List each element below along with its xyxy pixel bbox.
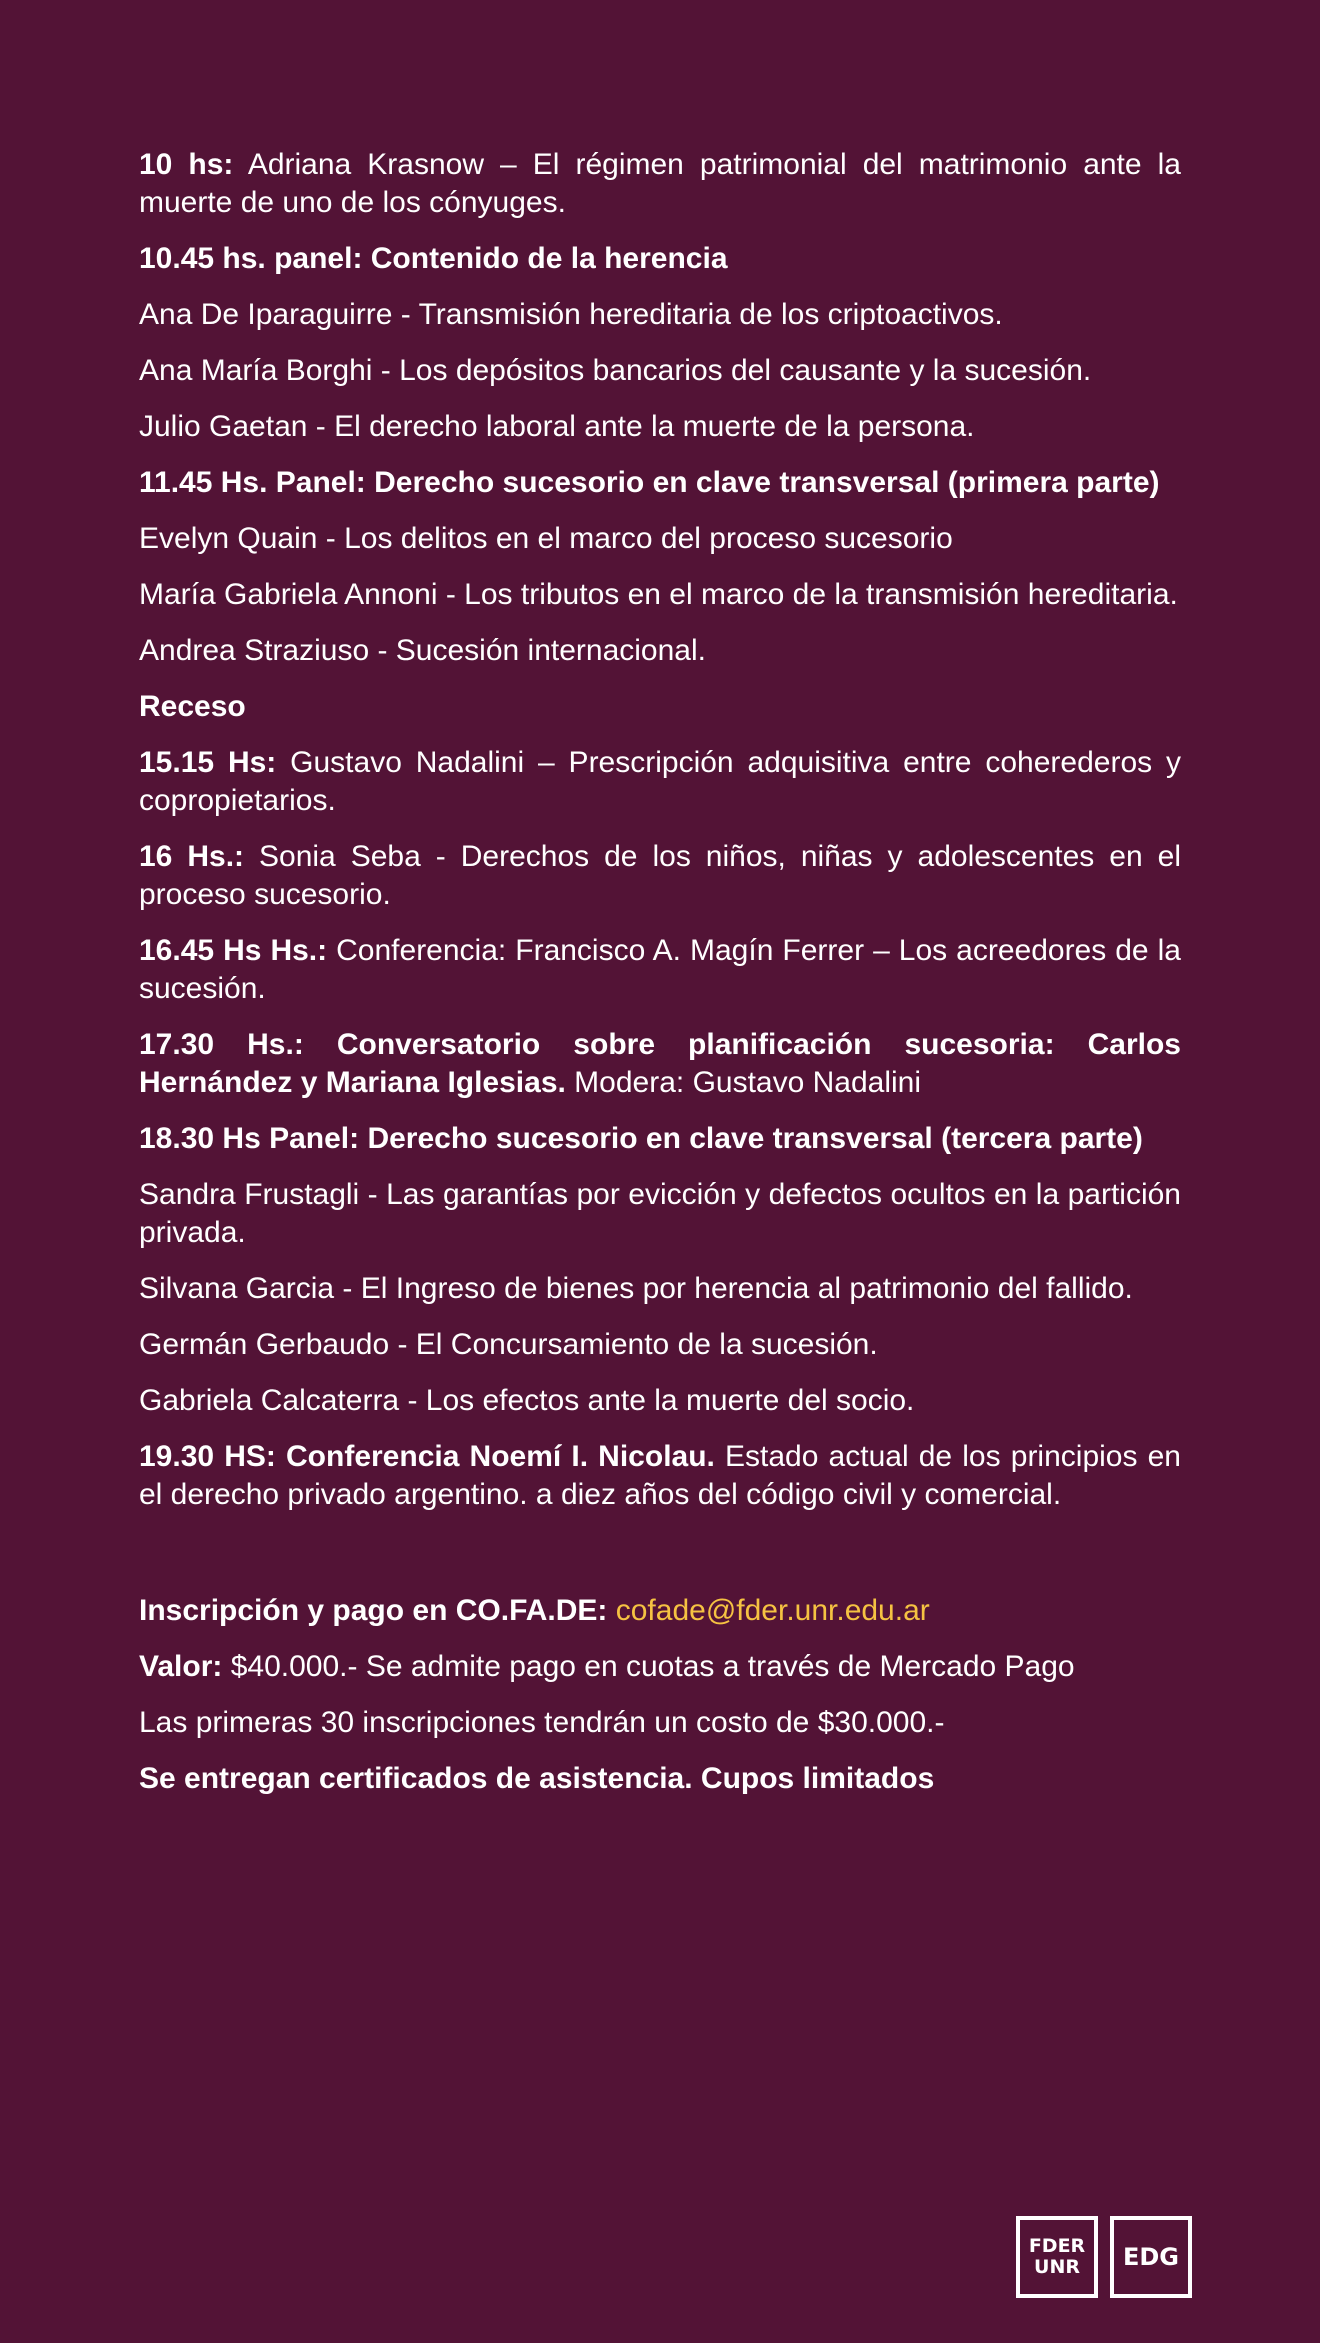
fder-unr-logo [1016,2216,1098,2298]
program-item [139,744,1181,820]
primeras-inscripciones: Las primeras 30 inscripciones tendrán un costo de $30.000.- [139,1706,945,1739]
program-item [139,520,1181,558]
program-item-text: Germán Gerbaudo - El Concursamiento de la sucesión. [139,1328,878,1361]
valor-line [139,1648,1181,1686]
program-item [139,146,1181,222]
program-item [139,1326,1181,1364]
program-item [139,932,1181,1008]
fder-logo-line2: UNR [1034,2256,1080,2278]
program-item-text: Evelyn Quain - Los delitos en el marco del proceso sucesorio [139,522,953,555]
email-link[interactable]: cofade@fder.unr.edu.ar [615,1594,930,1627]
section-gap [139,1532,1181,1592]
program-item-text: Conferencia: Francisco A. Magín Ferrer – Los acreedores de la sucesión. [139,934,1181,1005]
valor-label: Valor: [139,1650,223,1683]
program-item-text: Silvana Garcia - El Ingreso de bienes por herencia al patrimonio del fallido. [139,1272,1133,1305]
program-list [139,146,1181,1514]
program-item-text: Gabriela Calcaterra - Los efectos ante la muerte del socio. [139,1384,915,1417]
program-item-text: Adriana Krasnow – El régimen patrimonial del matrimonio ante la muerte de uno de los cónyuges. [139,148,1181,219]
program-item-text: Julio Gaetan - El derecho laboral ante la muerte de la persona. [139,410,975,443]
edg-logo-text: EDG [1122,2243,1179,2271]
program-item [139,352,1181,390]
footer-logos [1016,2216,1192,2298]
program-item [139,1438,1181,1514]
program-item-text: Gustavo Nadalini – Prescripción adquisitiva entre coherederos y copropietarios. [139,746,1181,817]
program-item [139,632,1181,670]
program-item-text: Sandra Frustagli - Las garantías por evicción y defectos ocultos en la partición privada. [139,1178,1181,1249]
program-item-heading: 17.30 Hs.: Conversatorio sobre planificación sucesoria: Carlos Hernández y Mariana Iglesias. [139,1028,1181,1099]
program-item-text: Estado actual de los principios en el derecho privado argentino. a diez años del código civil y comercial. [139,1440,1181,1511]
certificados-note: Se entregan certificados de asistencia. Cupos limitados [139,1762,935,1795]
program-item-text: Sonia Seba - Derechos de los niños, niñas y adolescentes en el proceso sucesorio. [139,840,1181,911]
program-item-heading: 19.30 HS: Conferencia Noemí I. Nicolau. [139,1440,715,1473]
program-item [139,1382,1181,1420]
program-item-heading: 10 hs: [139,148,234,181]
fder-logo-line1: FDER [1028,2235,1086,2257]
program-item-heading: Receso [139,690,246,723]
edg-logo [1110,2216,1192,2298]
program-item [139,688,1181,726]
program-item [139,240,1181,278]
program-item [139,464,1181,502]
program-item-text: Ana De Iparaguirre - Transmisión hereditaria de los criptoactivos. [139,298,1003,331]
program-content [139,146,1181,1816]
program-item-heading: 10.45 hs. panel: Contenido de la herencia [139,242,728,275]
program-item-text: Modera: Gustavo Nadalini [565,1066,922,1099]
program-item-text: María Gabriela Annoni - Los tributos en el marco de la transmisión hereditaria. [139,578,1178,611]
program-item-heading: 15.15 Hs: [139,746,277,779]
program-item-heading: 16 Hs.: [139,840,245,873]
inscripcion-line [139,1592,1181,1630]
program-item [139,408,1181,446]
program-item [139,1270,1181,1308]
program-item-text: Ana María Borghi - Los depósitos bancarios del causante y la sucesión. [139,354,1092,387]
program-item-heading: 16.45 Hs Hs.: [139,934,328,967]
program-item [139,838,1181,914]
program-item-text: Andrea Straziuso - Sucesión internacional. [139,634,706,667]
inscripcion-label: Inscripción y pago en CO.FA.DE: [139,1594,608,1627]
program-item [139,1120,1181,1158]
program-item [139,296,1181,334]
program-item-heading: 18.30 Hs Panel: Derecho sucesorio en clave transversal (tercera parte) [139,1122,1143,1155]
program-item [139,576,1181,614]
program-item [139,1176,1181,1252]
program-item [139,1026,1181,1102]
program-item-heading: 11.45 Hs. Panel: Derecho sucesorio en clave transversal (primera parte) [139,466,1160,499]
valor-text: $40.000.- Se admite pago en cuotas a través de Mercado Pago [222,1650,1075,1683]
